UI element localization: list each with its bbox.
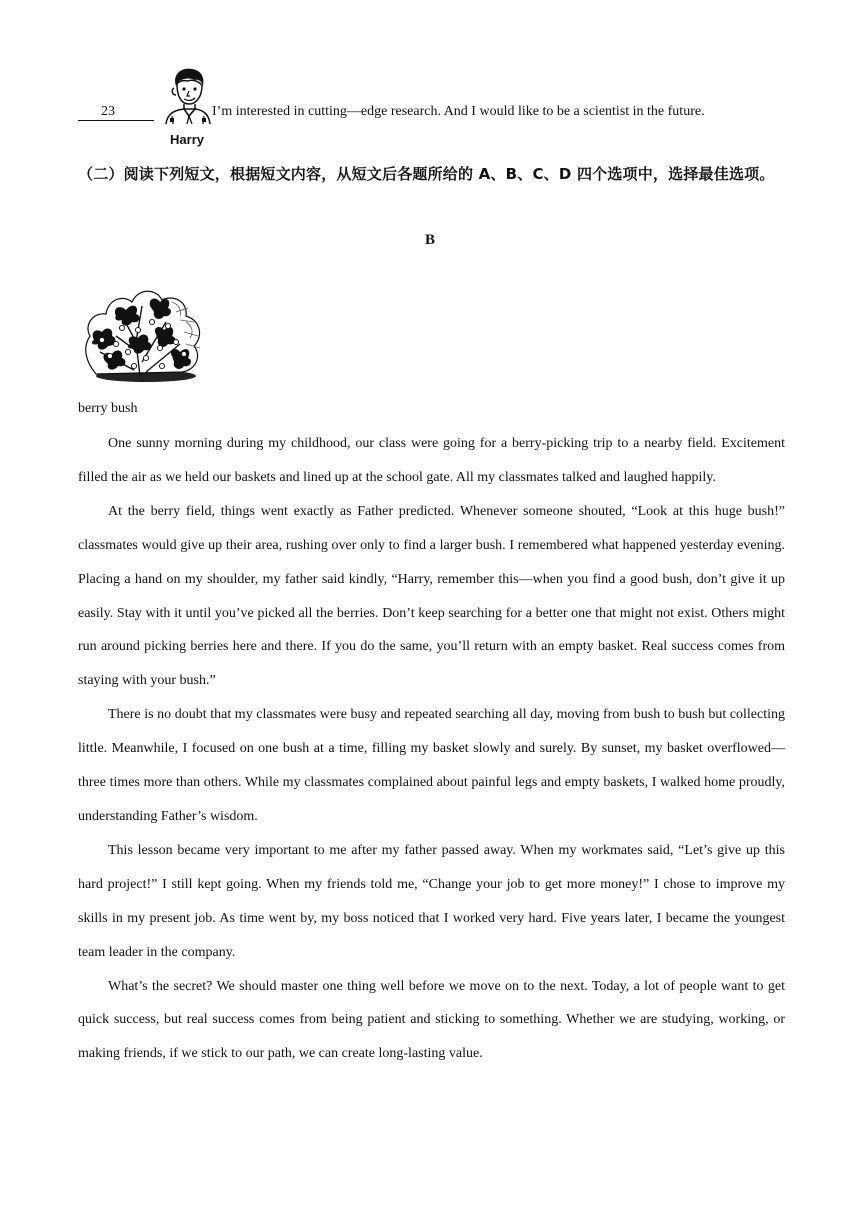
paragraph: This lesson became very important to me after my father passed away. When my workmates said, “Let’s give up this hard project!” I still kept going. When my friends told me, “Change your job to get more money!” I chose to improve my skills in my present job. As time went by, my boss noticed that I worked very hard. Five years later, I became the youngest team leader in the company.: [78, 842, 785, 960]
harry-portrait-icon: [162, 66, 212, 124]
section-instructions: （二）阅读下列短文，根据短文内容，从短文后各题所给的 A、B、C、D 四个选项中，选择最佳选项。: [78, 165, 775, 183]
paragraph: What’s the secret? We should master one thing well before we move on to the next. Today, a lot of people want to get quick success, but real success comes from being patient and sticking to something. Whether we are studying, working, or making friends, if we stick to our path, we can create long-lasting value.: [78, 978, 785, 1062]
berry-bush-illustration: [76, 282, 208, 384]
question-23: [78, 66, 798, 146]
passage-title: B: [424, 232, 435, 248]
image-caption: berry bush: [78, 401, 138, 416]
speaker-statement: I’m interested in cutting—edge research. And I would like to be a scientist in the future.: [212, 104, 705, 119]
paragraph: One sunny morning during my childhood, our class were going for a berry-picking trip to a nearby field. Excitement filled the air as we held our baskets and lined up at the school gate. All my classmates talked and laughed happily.: [78, 436, 785, 485]
paragraph: At the berry field, things went exactly as Father predicted. Whenever someone shouted, “Look at this huge bush!” classmates would give up their area, rushing over only to find a larger bush. I remembered what happened yesterday evening. Placing a hand on my shoulder, my father said kindly, “Harry, remember this—when you find a good bush, don’t give it up easily. Stay with it until you’ve picked all the berries. Don’t keep searching for a better one that might not exist. Others might run around picking berries here and there. If you do the same, you’ll return with an empty basket. Real success comes from staying with your bush.”: [78, 503, 785, 689]
paragraph: There is no doubt that my classmates were busy and repeated searching all day, moving from bush to bush but collecting little. Meanwhile, I focused on one bush at a time, filling my basket slowly and surely. By sunset, my basket overflowed—three times more than others. While my classmates complained about painful legs and empty baskets, I walked home proudly, understanding Father’s wisdom.: [78, 707, 785, 824]
speaker-name: Harry: [170, 132, 204, 147]
question-number: 23: [101, 104, 115, 119]
answer-blank[interactable]: [78, 103, 154, 121]
reading-passage: [78, 427, 785, 1071]
